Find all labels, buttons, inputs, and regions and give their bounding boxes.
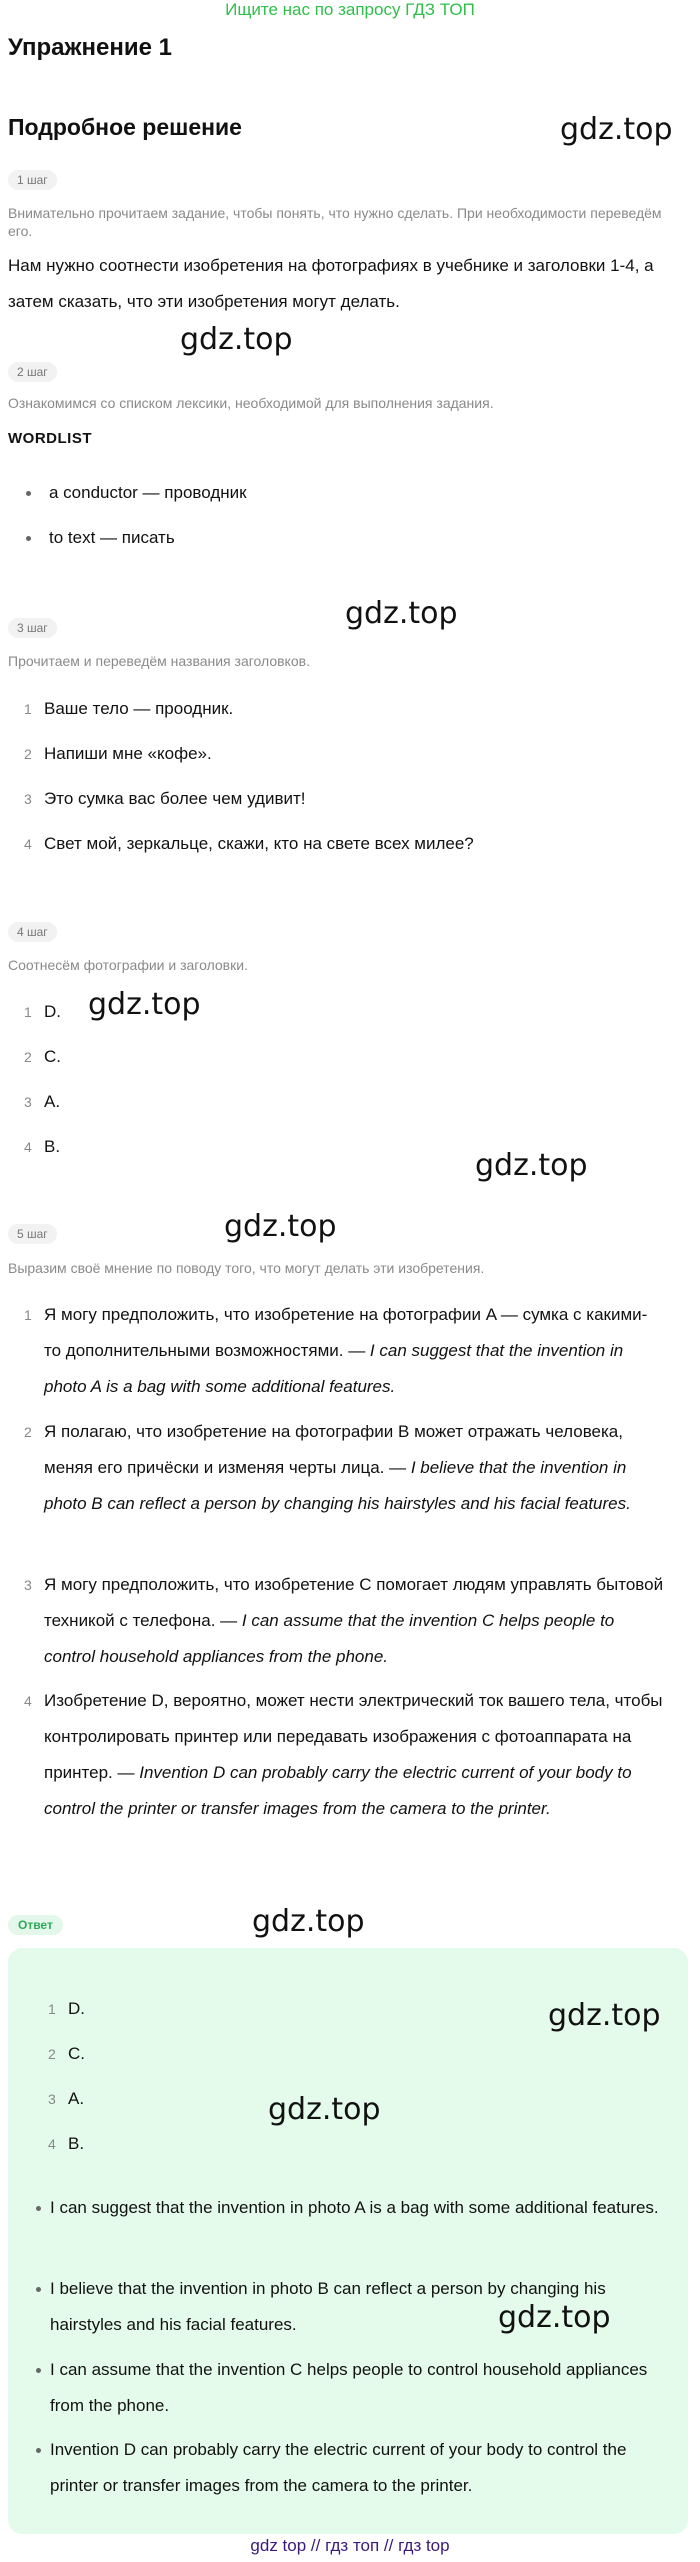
list-item: 2 Напиши мне «кофе».: [24, 744, 212, 763]
search-banner[interactable]: Ищите нас по запросу ГДЗ ТОП: [225, 0, 475, 19]
bullet-icon: [26, 491, 31, 496]
step-description: Соотнесём фотографии и заголовки.: [8, 957, 248, 973]
step-badge: 5 шаг: [8, 1224, 57, 1244]
list-item: 2 C.: [48, 2044, 85, 2063]
list-item: 4 B.: [48, 2134, 85, 2153]
list-item: 2 C.: [24, 1047, 61, 1066]
bullet-icon: [26, 536, 31, 541]
list-item: Invention D can probably carry the electric current of your body to control the printer or transfer images from the camera to the printer.: [50, 2432, 670, 2504]
watermark: gdz.top: [180, 322, 293, 357]
list-item: 4 B.: [24, 1137, 61, 1156]
list-item: 2 Я полагаю, что изобретение на фотографии B может отражать человека, меняя его причёски и изменяя черты лица. — I believe that the invention in photo B can reflect a person by changing his hairstyles and his facial features.: [24, 1422, 631, 1513]
list-item: 4 Изобретение D, вероятно, может нести электрический ток вашего тела, чтобы контролировать принтер или передавать изображения с фотоаппарата на принтер. — Invention D can probably carry the electric current of your body to control the printer or transfer images from the camera to the printer.: [24, 1691, 663, 1818]
step-badge: 1 шаг: [8, 170, 57, 190]
watermark: gdz.top: [548, 1998, 661, 2033]
answer-badge: Ответ: [8, 1915, 63, 1935]
bullet-icon: [36, 2206, 41, 2211]
list-item: 4 Свет мой, зеркальце, скажи, кто на свете всех милее?: [24, 834, 474, 853]
wordlist-heading: WORDLIST: [8, 430, 92, 447]
footer-links[interactable]: gdz top // гдз топ // гдз top: [250, 2536, 450, 2555]
bullet-icon: [36, 2368, 41, 2373]
step-badge: 3 шаг: [8, 618, 57, 638]
watermark: gdz.top: [345, 596, 458, 631]
bullet-icon: [36, 2287, 41, 2292]
list-item: I can suggest that the invention in photo A is a bag with some additional features.: [50, 2190, 670, 2226]
step-badge: 2 шаг: [8, 362, 57, 382]
page-title: Упражнение 1: [8, 34, 172, 61]
list-item: a conductor — проводник: [26, 482, 247, 504]
step-description: Прочитаем и переведём названия заголовков.: [8, 653, 310, 669]
step-description: Внимательно прочитаем задание, чтобы понять, что нужно сделать. При необходимости переведём его.: [8, 205, 662, 239]
watermark: gdz.top: [252, 1904, 365, 1939]
step-description: Ознакомимся со списком лексики, необходимой для выполнения задания.: [8, 395, 494, 411]
watermark: gdz.top: [498, 2300, 611, 2335]
watermark: gdz.top: [268, 2092, 381, 2127]
list-item: 3 A.: [24, 1092, 61, 1111]
step-description: Выразим своё мнение по поводу того, что могут делать эти изобретения.: [8, 1260, 485, 1276]
step-badge: 4 шаг: [8, 922, 57, 942]
list-item: I can assume that the invention C helps people to control household appliances from the phone.: [50, 2352, 670, 2424]
list-item: 3 Это сумка вас более чем удивит!: [24, 789, 306, 808]
bullet-icon: [36, 2448, 41, 2453]
watermark: gdz.top: [88, 987, 201, 1022]
list-item: 1 D.: [24, 1002, 61, 1021]
watermark: gdz.top: [224, 1209, 337, 1244]
list-item: I believe that the invention in photo B can reflect a person by changing his hairstyles and his facial features.: [50, 2271, 670, 2343]
list-item: to text — писать: [26, 527, 175, 549]
watermark: gdz.top: [475, 1148, 588, 1183]
list-item: 1 D.: [48, 1999, 85, 2018]
list-item: 1 Ваше тело — проодник.: [24, 699, 234, 718]
list-item: 1 Я могу предположить, что изобретение на фотографии A — сумка с какими-то дополнительными возможностями. — I can suggest that the invention in photo A is a bag with some additional features.: [24, 1305, 648, 1396]
list-item: 3 A.: [48, 2089, 85, 2108]
list-item: 3 Я могу предположить, что изобретение C помогает людям управлять бытовой техникой с телефона. — I can assume that the invention C helps people to control household appliances from the phone.: [24, 1575, 664, 1666]
watermark: gdz.top: [560, 112, 673, 147]
step-text: Нам нужно соотнести изобретения на фотографиях в учебнике и заголовки 1-4, а затем сказать, что эти изобретения могут делать.: [8, 256, 654, 311]
solution-heading: Подробное решение: [8, 114, 242, 140]
